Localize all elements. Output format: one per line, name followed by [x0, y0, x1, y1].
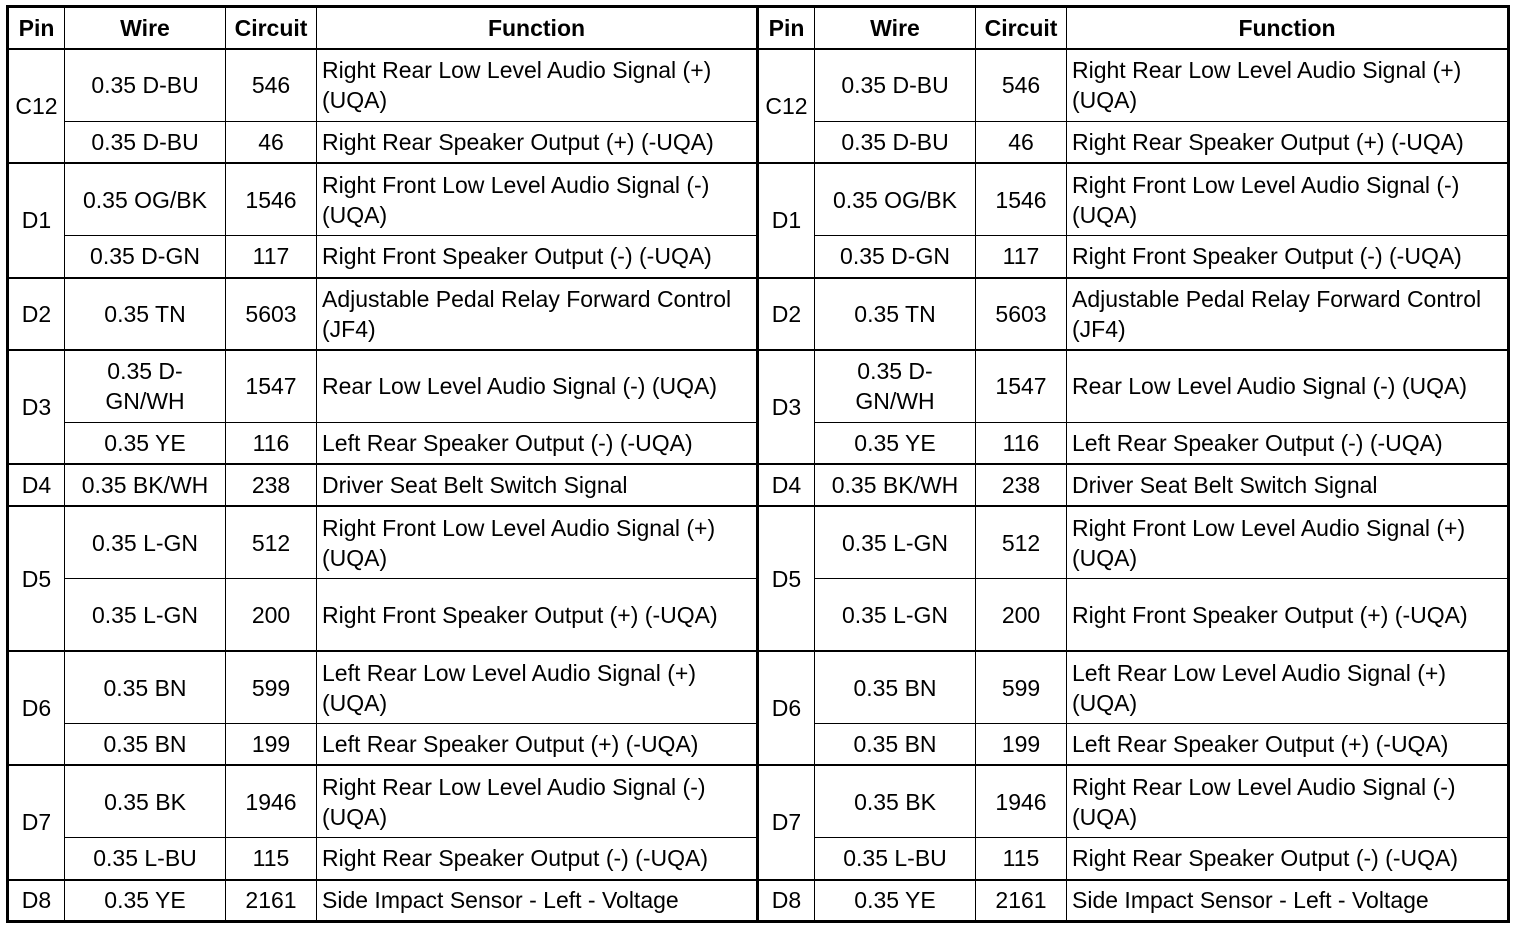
pin-cell: D4: [8, 464, 65, 506]
wire-cell-right: 0.35 D-BU: [815, 121, 976, 163]
circuit-cell: 2161: [226, 880, 317, 922]
function-cell-right: Right Rear Speaker Output (+) (-UQA): [1067, 121, 1509, 163]
function-cell: Right Rear Speaker Output (+) (-UQA): [317, 121, 758, 163]
wire-cell-right: 0.35 D-GN: [815, 236, 976, 278]
wire-cell: 0.35 TN: [65, 278, 226, 350]
pin-cell-right: D7: [758, 765, 815, 879]
table-row: [8, 651, 1509, 723]
function-cell: Left Rear Low Level Audio Signal (+) (UQA): [317, 651, 758, 723]
wire-cell: 0.35 D-GN/WH: [65, 350, 226, 422]
function-cell: Driver Seat Belt Switch Signal: [317, 464, 758, 506]
circuit-cell: 1546: [226, 163, 317, 235]
header-wire: Wire: [65, 7, 226, 50]
function-cell-right: Side Impact Sensor - Left - Voltage: [1067, 880, 1509, 922]
header-row: [8, 7, 1509, 50]
circuit-cell: 512: [226, 506, 317, 578]
table-row: [8, 49, 1509, 121]
pin-cell: D1: [8, 163, 65, 277]
circuit-cell: 46: [226, 121, 317, 163]
circuit-cell-right: 5603: [976, 278, 1067, 350]
pin-cell-right: D6: [758, 651, 815, 765]
header-function: Function: [317, 7, 758, 50]
pin-cell-right: D1: [758, 163, 815, 277]
function-cell: Adjustable Pedal Relay Forward Control (JF4): [317, 278, 758, 350]
circuit-cell: 1547: [226, 350, 317, 422]
header-pin: Pin: [8, 7, 65, 50]
function-cell-right: Adjustable Pedal Relay Forward Control (JF4): [1067, 278, 1509, 350]
wire-cell-right: 0.35 D-BU: [815, 49, 976, 121]
circuit-cell-right: 238: [976, 464, 1067, 506]
pin-cell: D3: [8, 350, 65, 464]
function-cell: Rear Low Level Audio Signal (-) (UQA): [317, 350, 758, 422]
wire-cell: 0.35 D-BU: [65, 49, 226, 121]
wire-cell: 0.35 D-BU: [65, 121, 226, 163]
circuit-cell: 117: [226, 236, 317, 278]
table-row: [8, 163, 1509, 235]
pin-cell: C12: [8, 49, 65, 163]
header-circuit: Circuit: [226, 7, 317, 50]
wire-cell-right: 0.35 TN: [815, 278, 976, 350]
wire-cell-right: 0.35 YE: [815, 880, 976, 922]
header-wire-right: Wire: [815, 7, 976, 50]
wire-cell: 0.35 L-GN: [65, 506, 226, 578]
function-cell: Right Front Low Level Audio Signal (-) (UQA): [317, 163, 758, 235]
circuit-cell: 238: [226, 464, 317, 506]
wire-cell-right: 0.35 D-GN/WH: [815, 350, 976, 422]
table-row: [8, 506, 1509, 578]
circuit-cell: 115: [226, 838, 317, 880]
table-row: [8, 350, 1509, 422]
circuit-cell: 200: [226, 579, 317, 651]
pin-cell: D2: [8, 278, 65, 350]
circuit-cell-right: 115: [976, 838, 1067, 880]
pin-cell-right: C12: [758, 49, 815, 163]
wire-cell-right: 0.35 BK/WH: [815, 464, 976, 506]
function-cell: Left Rear Speaker Output (-) (-UQA): [317, 422, 758, 464]
table-row: [8, 765, 1509, 837]
circuit-cell: 1946: [226, 765, 317, 837]
circuit-cell: 599: [226, 651, 317, 723]
table-row: [8, 464, 1509, 506]
pin-cell-right: D8: [758, 880, 815, 922]
circuit-cell-right: 117: [976, 236, 1067, 278]
wire-cell: 0.35 L-GN: [65, 579, 226, 651]
circuit-cell: 199: [226, 723, 317, 765]
wire-cell-right: 0.35 BN: [815, 723, 976, 765]
function-cell-right: Left Rear Speaker Output (+) (-UQA): [1067, 723, 1509, 765]
circuit-cell-right: 1547: [976, 350, 1067, 422]
function-cell-right: Left Rear Low Level Audio Signal (+) (UQA): [1067, 651, 1509, 723]
function-cell-right: Right Front Speaker Output (+) (-UQA): [1067, 579, 1509, 651]
function-cell-right: Left Rear Speaker Output (-) (-UQA): [1067, 422, 1509, 464]
function-cell-right: Driver Seat Belt Switch Signal: [1067, 464, 1509, 506]
wire-cell-right: 0.35 BN: [815, 651, 976, 723]
circuit-cell-right: 512: [976, 506, 1067, 578]
circuit-cell-right: 116: [976, 422, 1067, 464]
pin-cell: D5: [8, 506, 65, 651]
wire-cell: 0.35 YE: [65, 880, 226, 922]
function-cell-right: Right Rear Low Level Audio Signal (-) (UQA): [1067, 765, 1509, 837]
function-cell-right: Right Front Low Level Audio Signal (-) (UQA): [1067, 163, 1509, 235]
header-circuit-right: Circuit: [976, 7, 1067, 50]
circuit-cell-right: 199: [976, 723, 1067, 765]
table-row: [8, 880, 1509, 922]
pin-cell-right: D2: [758, 278, 815, 350]
wire-cell: 0.35 BN: [65, 723, 226, 765]
circuit-cell: 546: [226, 49, 317, 121]
function-cell-right: Right Rear Speaker Output (-) (-UQA): [1067, 838, 1509, 880]
wire-cell: 0.35 D-GN: [65, 236, 226, 278]
function-cell: Right Rear Low Level Audio Signal (-) (UQA): [317, 765, 758, 837]
function-cell: Right Front Low Level Audio Signal (+) (UQA): [317, 506, 758, 578]
wire-cell: 0.35 BK: [65, 765, 226, 837]
circuit-cell-right: 1546: [976, 163, 1067, 235]
wire-cell-right: 0.35 L-GN: [815, 506, 976, 578]
function-cell-right: Right Front Low Level Audio Signal (+) (UQA): [1067, 506, 1509, 578]
function-cell-right: Rear Low Level Audio Signal (-) (UQA): [1067, 350, 1509, 422]
function-cell-right: Right Rear Low Level Audio Signal (+) (UQA): [1067, 49, 1509, 121]
circuit-cell-right: 1946: [976, 765, 1067, 837]
pin-cell-right: D4: [758, 464, 815, 506]
circuit-cell-right: 46: [976, 121, 1067, 163]
wire-cell: 0.35 BN: [65, 651, 226, 723]
pin-cell: D7: [8, 765, 65, 879]
header-function-right: Function: [1067, 7, 1509, 50]
pin-cell-right: D3: [758, 350, 815, 464]
circuit-cell: 5603: [226, 278, 317, 350]
function-cell: Right Front Speaker Output (-) (-UQA): [317, 236, 758, 278]
wire-cell: 0.35 OG/BK: [65, 163, 226, 235]
pin-cell: D8: [8, 880, 65, 922]
circuit-cell: 116: [226, 422, 317, 464]
pin-cell: D6: [8, 651, 65, 765]
circuit-cell-right: 2161: [976, 880, 1067, 922]
pinout-table: [6, 5, 1510, 923]
wire-cell-right: 0.35 YE: [815, 422, 976, 464]
function-cell: Right Front Speaker Output (+) (-UQA): [317, 579, 758, 651]
function-cell: Right Rear Speaker Output (-) (-UQA): [317, 838, 758, 880]
circuit-cell-right: 599: [976, 651, 1067, 723]
table-row: [8, 278, 1509, 350]
wire-cell-right: 0.35 BK: [815, 765, 976, 837]
wire-cell-right: 0.35 L-GN: [815, 579, 976, 651]
header-pin-right: Pin: [758, 7, 815, 50]
circuit-cell-right: 200: [976, 579, 1067, 651]
wire-cell-right: 0.35 OG/BK: [815, 163, 976, 235]
circuit-cell-right: 546: [976, 49, 1067, 121]
wire-cell: 0.35 L-BU: [65, 838, 226, 880]
wire-cell: 0.35 BK/WH: [65, 464, 226, 506]
pin-cell-right: D5: [758, 506, 815, 651]
wire-cell: 0.35 YE: [65, 422, 226, 464]
function-cell: Right Rear Low Level Audio Signal (+) (UQA): [317, 49, 758, 121]
function-cell: Side Impact Sensor - Left - Voltage: [317, 880, 758, 922]
function-cell: Left Rear Speaker Output (+) (-UQA): [317, 723, 758, 765]
wire-cell-right: 0.35 L-BU: [815, 838, 976, 880]
function-cell-right: Right Front Speaker Output (-) (-UQA): [1067, 236, 1509, 278]
